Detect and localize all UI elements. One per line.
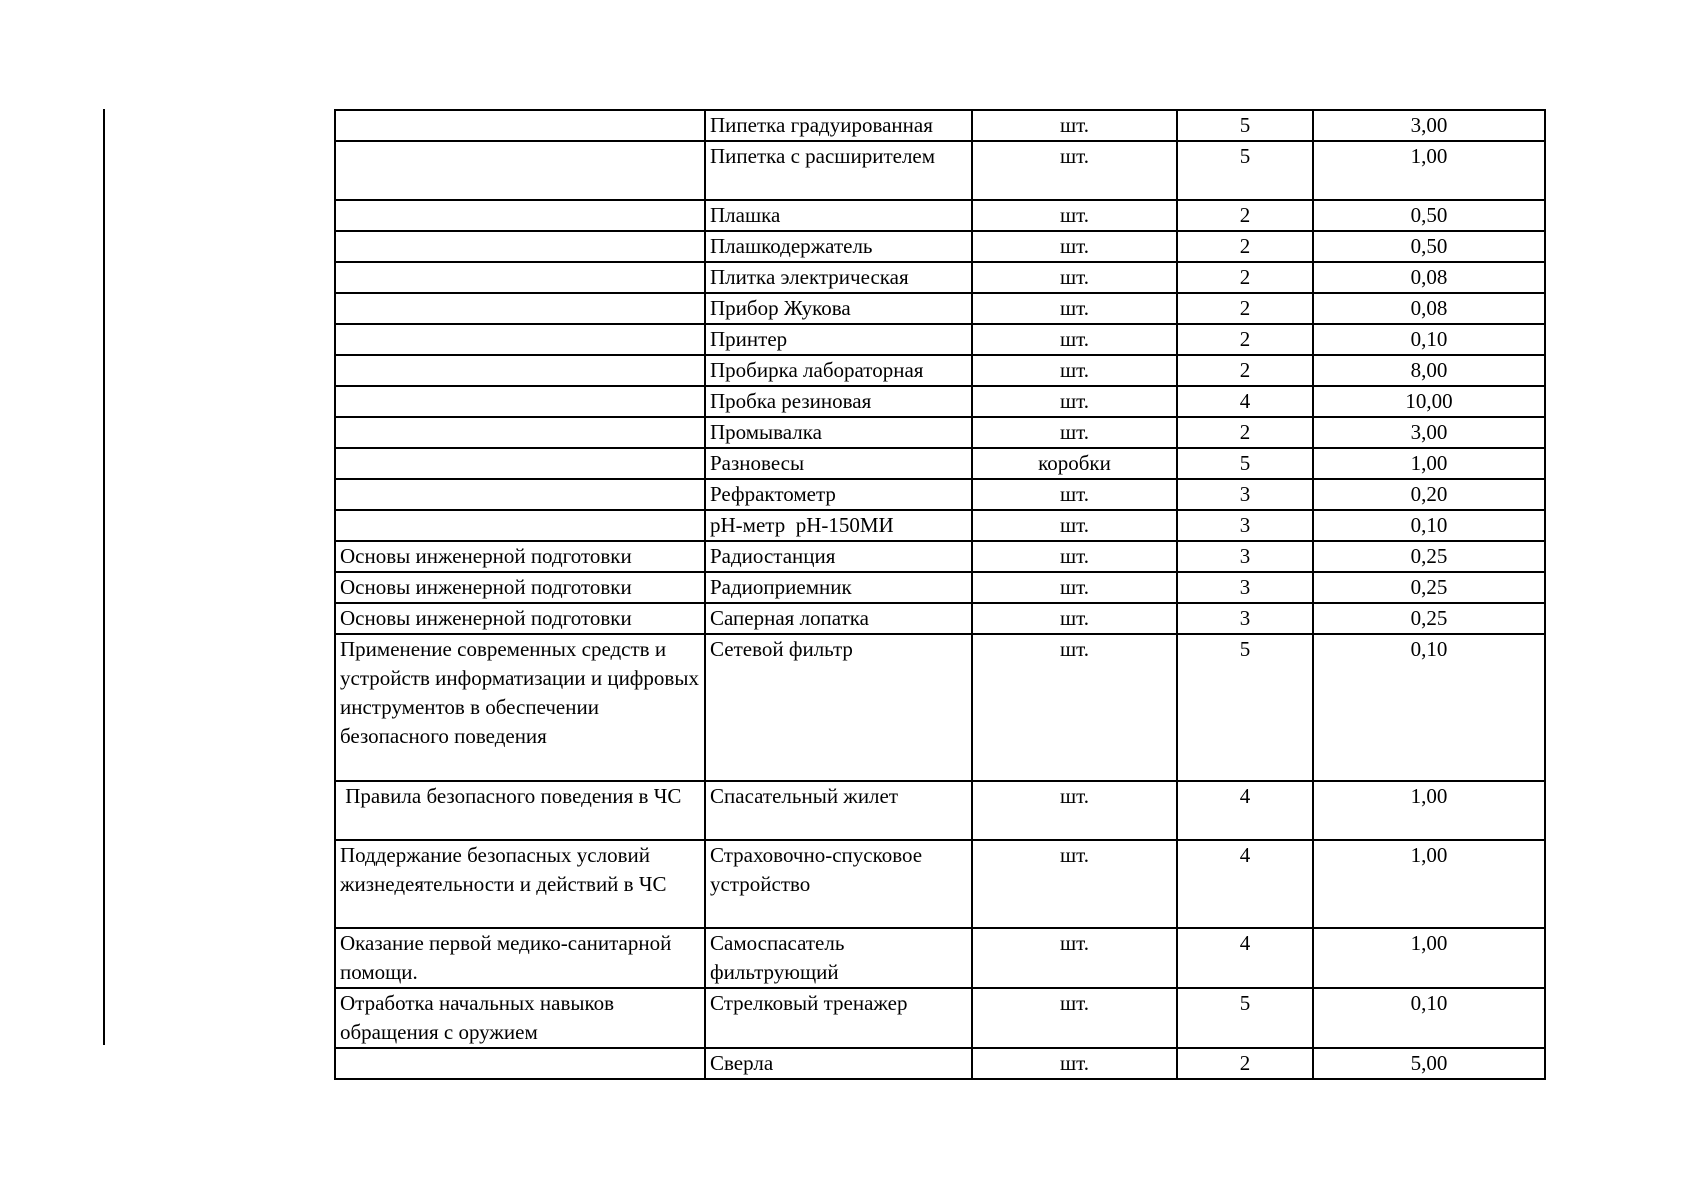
qty-cell: 5 bbox=[1177, 448, 1313, 479]
item-cell: Рефрактометр bbox=[705, 479, 972, 510]
table-row bbox=[335, 572, 1545, 603]
qty-cell: 2 bbox=[1177, 293, 1313, 324]
unit-cell: шт. bbox=[972, 324, 1177, 355]
unit-cell: шт. bbox=[972, 928, 1177, 988]
norm-cell: 5,00 bbox=[1313, 1048, 1545, 1079]
qty-cell: 3 bbox=[1177, 541, 1313, 572]
qty-cell: 5 bbox=[1177, 141, 1313, 200]
item-cell: Плашка bbox=[705, 200, 972, 231]
table-row bbox=[335, 541, 1545, 572]
norm-cell: 1,00 bbox=[1313, 840, 1545, 928]
topic-cell: Основы инженерной подготовки bbox=[335, 541, 705, 572]
topic-cell bbox=[335, 448, 705, 479]
equipment-table bbox=[334, 109, 1546, 1080]
qty-cell: 3 bbox=[1177, 572, 1313, 603]
unit-cell: шт. bbox=[972, 355, 1177, 386]
item-cell: Прибор Жукова bbox=[705, 293, 972, 324]
norm-cell: 0,10 bbox=[1313, 988, 1545, 1048]
table-row bbox=[335, 417, 1545, 448]
item-cell: Разновесы bbox=[705, 448, 972, 479]
table-row bbox=[335, 141, 1545, 200]
table-row bbox=[335, 479, 1545, 510]
norm-cell: 8,00 bbox=[1313, 355, 1545, 386]
item-cell: Сетевой фильтр bbox=[705, 634, 972, 781]
qty-cell: 2 bbox=[1177, 324, 1313, 355]
norm-cell: 1,00 bbox=[1313, 448, 1545, 479]
norm-cell: 0,10 bbox=[1313, 324, 1545, 355]
table-row bbox=[335, 386, 1545, 417]
item-cell: Радиоприемник bbox=[705, 572, 972, 603]
item-cell: Принтер bbox=[705, 324, 972, 355]
item-cell: Пипетка с расширителем bbox=[705, 141, 972, 200]
topic-cell: Основы инженерной подготовки bbox=[335, 603, 705, 634]
unit-cell: шт. bbox=[972, 840, 1177, 928]
unit-cell: шт. bbox=[972, 634, 1177, 781]
norm-cell: 1,00 bbox=[1313, 928, 1545, 988]
qty-cell: 2 bbox=[1177, 417, 1313, 448]
table-row bbox=[335, 262, 1545, 293]
norm-cell: 3,00 bbox=[1313, 417, 1545, 448]
item-cell: Сверла bbox=[705, 1048, 972, 1079]
topic-cell bbox=[335, 324, 705, 355]
unit-cell: шт. bbox=[972, 1048, 1177, 1079]
table-row bbox=[335, 634, 1545, 781]
norm-cell: 1,00 bbox=[1313, 141, 1545, 200]
item-cell: Саперная лопатка bbox=[705, 603, 972, 634]
norm-cell: 0,50 bbox=[1313, 231, 1545, 262]
norm-cell: 0,25 bbox=[1313, 541, 1545, 572]
item-cell: Плашкодержатель bbox=[705, 231, 972, 262]
table-row bbox=[335, 110, 1545, 141]
unit-cell: шт. bbox=[972, 541, 1177, 572]
qty-cell: 2 bbox=[1177, 231, 1313, 262]
topic-cell: Применение современных средств и устройств информатизации и цифровых инструментов в обеспечении безопасного поведения bbox=[335, 634, 705, 781]
topic-cell: Основы инженерной подготовки bbox=[335, 572, 705, 603]
unit-cell: шт. bbox=[972, 231, 1177, 262]
table-row bbox=[335, 840, 1545, 928]
unit-cell: шт. bbox=[972, 988, 1177, 1048]
table-row bbox=[335, 293, 1545, 324]
table-row bbox=[335, 510, 1545, 541]
qty-cell: 2 bbox=[1177, 262, 1313, 293]
qty-cell: 4 bbox=[1177, 928, 1313, 988]
item-cell: Пробирка лабораторная bbox=[705, 355, 972, 386]
norm-cell: 0,08 bbox=[1313, 262, 1545, 293]
topic-cell bbox=[335, 355, 705, 386]
table-row bbox=[335, 200, 1545, 231]
table-row bbox=[335, 603, 1545, 634]
left-margin-line bbox=[103, 109, 105, 1045]
item-cell: Спасательный жилет bbox=[705, 781, 972, 840]
topic-cell bbox=[335, 386, 705, 417]
unit-cell: шт. bbox=[972, 141, 1177, 200]
qty-cell: 4 bbox=[1177, 781, 1313, 840]
unit-cell: шт. bbox=[972, 510, 1177, 541]
qty-cell: 4 bbox=[1177, 386, 1313, 417]
unit-cell: шт. bbox=[972, 479, 1177, 510]
norm-cell: 0,10 bbox=[1313, 510, 1545, 541]
topic-cell: Правила безопасного поведения в ЧС bbox=[335, 781, 705, 840]
unit-cell: шт. bbox=[972, 386, 1177, 417]
qty-cell: 2 bbox=[1177, 200, 1313, 231]
topic-cell bbox=[335, 293, 705, 324]
table-row bbox=[335, 988, 1545, 1048]
item-cell: Плитка электрическая bbox=[705, 262, 972, 293]
topic-cell bbox=[335, 1048, 705, 1079]
topic-cell bbox=[335, 510, 705, 541]
qty-cell: 3 bbox=[1177, 603, 1313, 634]
norm-cell: 0,08 bbox=[1313, 293, 1545, 324]
table-row bbox=[335, 355, 1545, 386]
norm-cell: 0,10 bbox=[1313, 634, 1545, 781]
topic-cell: Оказание первой медико-санитарной помощи. bbox=[335, 928, 705, 988]
topic-cell bbox=[335, 417, 705, 448]
table-row bbox=[335, 781, 1545, 840]
qty-cell: 5 bbox=[1177, 110, 1313, 141]
table-row bbox=[335, 1048, 1545, 1079]
unit-cell: шт. bbox=[972, 781, 1177, 840]
norm-cell: 0,25 bbox=[1313, 603, 1545, 634]
qty-cell: 3 bbox=[1177, 510, 1313, 541]
table-row bbox=[335, 324, 1545, 355]
norm-cell: 0,25 bbox=[1313, 572, 1545, 603]
norm-cell: 10,00 bbox=[1313, 386, 1545, 417]
unit-cell: шт. bbox=[972, 417, 1177, 448]
table-row bbox=[335, 448, 1545, 479]
unit-cell: шт. bbox=[972, 293, 1177, 324]
unit-cell: шт. bbox=[972, 262, 1177, 293]
item-cell: рН-метр рН-150МИ bbox=[705, 510, 972, 541]
unit-cell: шт. bbox=[972, 110, 1177, 141]
table-row bbox=[335, 231, 1545, 262]
topic-cell bbox=[335, 110, 705, 141]
qty-cell: 2 bbox=[1177, 1048, 1313, 1079]
topic-cell bbox=[335, 262, 705, 293]
qty-cell: 5 bbox=[1177, 988, 1313, 1048]
item-cell: Самоспасатель фильтрующий bbox=[705, 928, 972, 988]
item-cell: Пипетка градуированная bbox=[705, 110, 972, 141]
topic-cell bbox=[335, 200, 705, 231]
norm-cell: 3,00 bbox=[1313, 110, 1545, 141]
topic-cell: Отработка начальных навыков обращения с оружием bbox=[335, 988, 705, 1048]
topic-cell bbox=[335, 231, 705, 262]
table-row bbox=[335, 928, 1545, 988]
qty-cell: 4 bbox=[1177, 840, 1313, 928]
item-cell: Стрелковый тренажер bbox=[705, 988, 972, 1048]
topic-cell: Поддержание безопасных условий жизнедеятельности и действий в ЧС bbox=[335, 840, 705, 928]
qty-cell: 3 bbox=[1177, 479, 1313, 510]
item-cell: Промывалка bbox=[705, 417, 972, 448]
item-cell: Радиостанция bbox=[705, 541, 972, 572]
qty-cell: 2 bbox=[1177, 355, 1313, 386]
item-cell: Пробка резиновая bbox=[705, 386, 972, 417]
unit-cell: шт. bbox=[972, 572, 1177, 603]
norm-cell: 0,20 bbox=[1313, 479, 1545, 510]
unit-cell: коробки bbox=[972, 448, 1177, 479]
norm-cell: 0,50 bbox=[1313, 200, 1545, 231]
item-cell: Страховочно-спусковое устройство bbox=[705, 840, 972, 928]
unit-cell: шт. bbox=[972, 200, 1177, 231]
unit-cell: шт. bbox=[972, 603, 1177, 634]
qty-cell: 5 bbox=[1177, 634, 1313, 781]
topic-cell bbox=[335, 479, 705, 510]
norm-cell: 1,00 bbox=[1313, 781, 1545, 840]
topic-cell bbox=[335, 141, 705, 200]
